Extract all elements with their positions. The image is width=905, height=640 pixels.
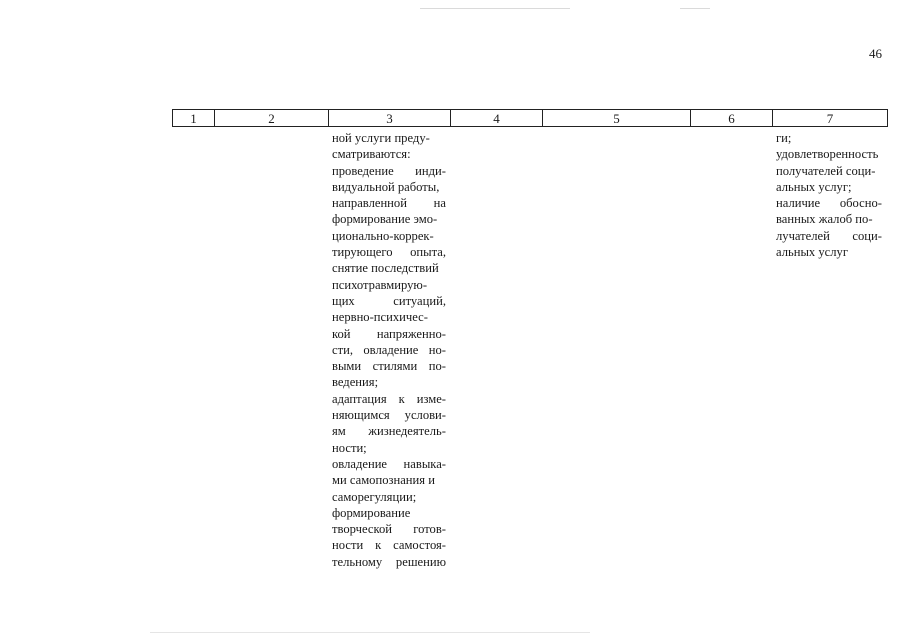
header-col-6: 6 [690, 110, 772, 127]
text-line: психотравмирую- [332, 277, 428, 292]
text-line: ности; [332, 440, 367, 455]
text-line: адаптация к изме- [332, 391, 446, 406]
text-line: нервно-психичес- [332, 310, 428, 325]
text-line: направленной на [332, 196, 446, 211]
header-col-2: 2 [214, 110, 328, 127]
header-col-7: 7 [772, 110, 888, 127]
text-line: тельному решению [332, 554, 446, 569]
text-line: творческой готов- [332, 522, 446, 537]
text-line: выми стилями по- [332, 359, 446, 374]
col-7-cell [776, 130, 882, 260]
page-number: 46 [869, 46, 882, 61]
text-line: тирующего опыта, [332, 245, 446, 260]
text-line: няющимся услови- [332, 408, 446, 423]
text-line: кой напряженно- [332, 326, 446, 341]
text-line: получателей соци- [776, 163, 876, 178]
header-col-5: 5 [542, 110, 690, 127]
text-line: проведение инди- [332, 163, 446, 178]
text-line: ми самопознания и [332, 473, 435, 488]
text-line: сматриваются: [332, 147, 411, 162]
text-line: лучателей соци- [776, 228, 882, 243]
text-line: ям жизнедеятель- [332, 424, 446, 439]
text-line: формирование [332, 505, 411, 520]
services-table [172, 109, 888, 589]
text-line: овладение навыка- [332, 456, 446, 471]
header-col-4: 4 [450, 110, 542, 127]
scan-artifact-top [420, 8, 570, 9]
text-line: альных услуг; [776, 179, 852, 194]
header-col-1: 1 [172, 110, 214, 127]
text-line: снятие последствий [332, 261, 439, 276]
text-line: наличие обосно- [776, 196, 882, 211]
text-line: формирование эмо- [332, 212, 438, 227]
text-line: альных услуг [776, 245, 849, 260]
text-line: ности к самостоя- [332, 538, 446, 553]
text-line: ционально-коррек- [332, 228, 434, 243]
text-line: видуальной работы, [332, 179, 440, 194]
text-line: саморегуляции; [332, 489, 417, 504]
text-line: сти, овладение но- [332, 342, 446, 357]
text-line: удовлетворенность [776, 147, 879, 162]
text-line: ги; [776, 131, 792, 145]
scan-artifact-top-right [680, 8, 710, 9]
col-3-cell [332, 130, 446, 570]
text-line: ванных жалоб по- [776, 212, 873, 227]
text-line: щих ситуаций, [332, 293, 446, 308]
header-col-3: 3 [328, 110, 450, 127]
table-header-row [172, 109, 888, 127]
scan-artifact-bottom [150, 632, 590, 633]
text-line: ной услуги преду- [332, 131, 430, 145]
text-line: ведения; [332, 375, 379, 390]
